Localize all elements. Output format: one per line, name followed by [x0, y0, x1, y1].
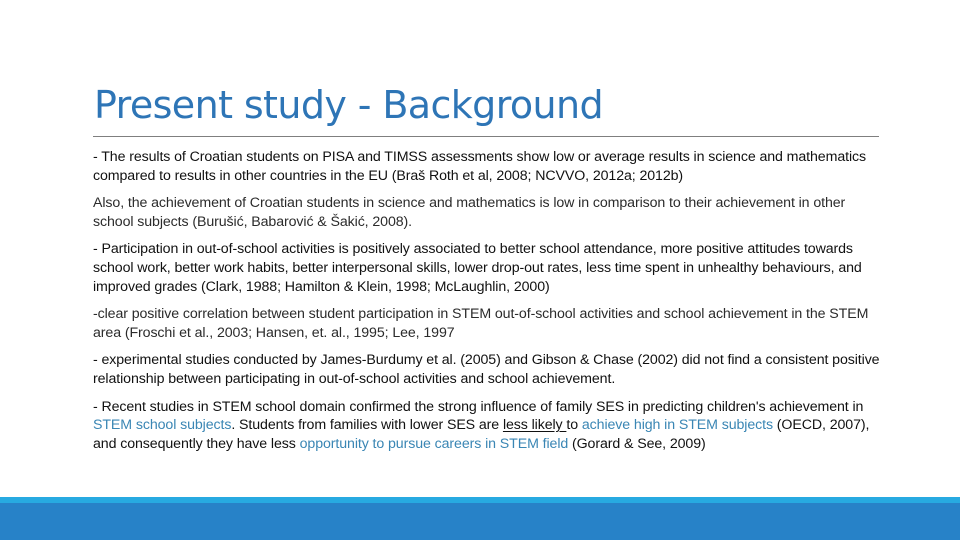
highlight-opportunity-careers: opportunity to pursue careers in STEM field [299, 435, 569, 452]
paragraph-pisa-timss: - The results of Croatian students on PISA and TIMSS assessments show low or average results in science and mathematics compared to results in other countries in the EU (Braš Roth et al, 2008; NCVVO, 2012a; 2012b) [93, 149, 866, 184]
text-segment: (Gorard & See, 2009) [568, 435, 706, 452]
footer-band [0, 503, 960, 540]
paragraph-experimental-studies: - experimental studies conducted by James-Burdumy et al. (2005) and Gibson & Chase (2002) did not find a consistent positive relationship between participating in out-of-school activities and school achievement. [93, 352, 880, 387]
paragraph-stem-correlation: -clear positive correlation between student participation in STEM out-of-school activities and school achievement in the STEM area (Froschi et al., 2003; Hansen, et. al., 1995; Lee, 1997 [93, 306, 869, 341]
paragraph-recent-studies-ses [93, 398, 888, 454]
text-segment: . Students from families with lower SES are [231, 417, 503, 434]
text-segment: (OECD, 2007), and consequently they have less [93, 417, 870, 452]
underline-less-likely: less likely [502, 417, 567, 434]
slide-title: Present study - Background [94, 83, 604, 127]
paragraph-achievement-comparison: Also, the achievement of Croatian students in science and mathematics is low in comparison to their achievement in other school subjects (Burušić, Babarović & Šakić, 2008). [93, 195, 846, 230]
paragraph-out-of-school-participation: - Participation in out-of-school activities is positively associated to better school attendance, more positive attitudes towards school work, better work habits, better interpersonal skills, lower drop-out rates, less time spent in unhealthy behaviours, and improved grades (Clark, 1988; Hamilton & Klein, 1998; McLaughlin, 2000) [93, 241, 862, 295]
highlight-stem-school-subjects: STEM school subjects [93, 417, 232, 434]
slide-body [93, 148, 888, 462]
text-segment: - Recent studies in STEM school domain confirmed the strong influence of family SES in predicting children's achievement in [93, 398, 864, 415]
highlight-achieve-high-stem: achieve high in STEM subjects [581, 417, 773, 434]
text-segment: to [566, 417, 582, 434]
title-divider [93, 136, 879, 137]
